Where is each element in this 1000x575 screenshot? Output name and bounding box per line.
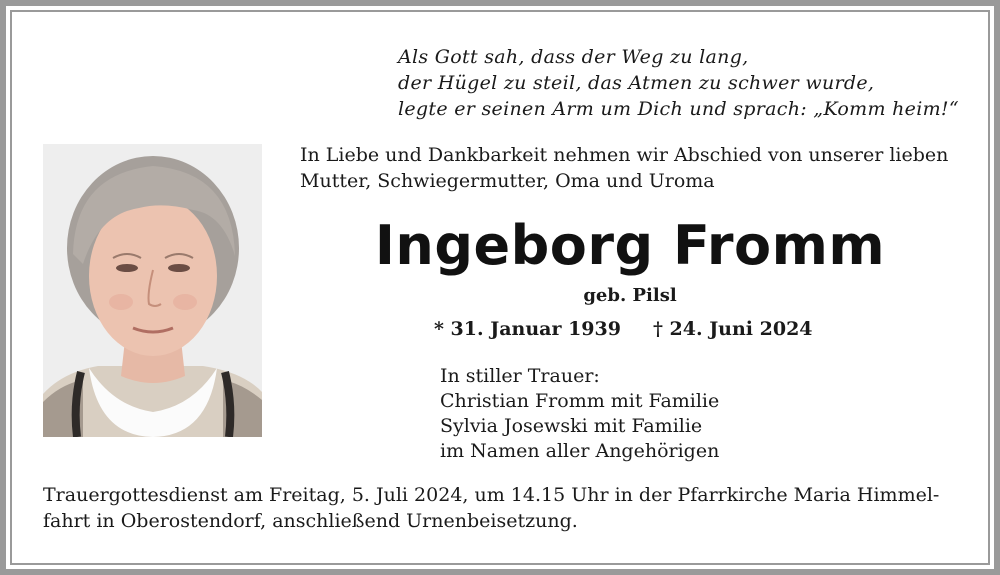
poem-line: der Hügel zu steil, das Atmen zu schwer wurde, [398,72,875,94]
poem-line: legte er seinen Arm um Dich und sprach: „Komm heim!“ [398,98,959,120]
mourners-list [440,364,840,464]
birth-name: geb. Pilsl [583,285,677,306]
deceased-name: Ingeborg Fromm [374,214,886,277]
mourner-entry: im Namen aller Angehörigen [440,440,720,462]
mourner-entry: Sylvia Josewski mit Familie [440,415,703,437]
poem [398,44,978,122]
intro-line: Mutter, Schwiegermutter, Oma und Uroma [300,170,715,192]
funeral-service-info [43,482,973,534]
intro-line: In Liebe und Dankbarkeit nehmen wir Abschied von unserer lieben [300,144,949,166]
service-line: Trauergottesdienst am Freitag, 5. Juli 2024, um 14.15 Uhr in der Pfarrkirche Maria Himmel- [43,484,940,506]
death-date: † 24. Juni 2024 [652,318,813,340]
mourners-heading: In stiller Trauer: [440,365,600,387]
service-line: fahrt in Oberostendorf, anschließend Urnenbeisetzung. [43,510,578,532]
portrait-photo [43,144,262,437]
mourner-entry: Christian Fromm mit Familie [440,390,720,412]
life-dates [434,316,974,342]
birth-date: * 31. Januar 1939 [434,318,621,340]
intro-text [300,142,980,194]
portrait-illustration [43,144,262,437]
poem-line: Als Gott sah, dass der Weg zu lang, [398,46,749,68]
